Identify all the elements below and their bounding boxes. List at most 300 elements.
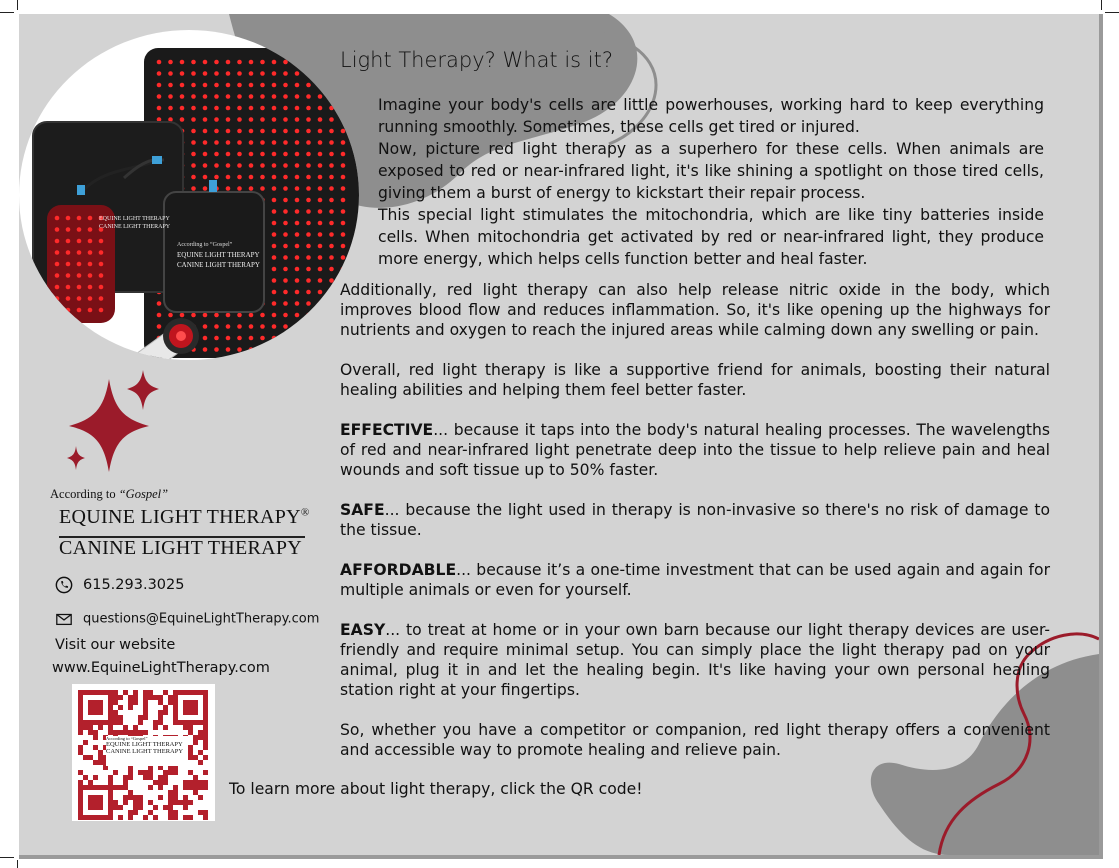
qr-module: [203, 725, 208, 730]
qr-logo-line1: EQUINE LIGHT THERAPY: [106, 741, 183, 748]
led-dot: [318, 94, 323, 99]
led-dot: [88, 250, 93, 255]
phone-number: 615.293.3025: [83, 577, 185, 593]
led-dot: [214, 60, 219, 65]
led-dot: [214, 106, 219, 111]
led-dot: [237, 117, 242, 122]
qr-module: [123, 730, 128, 735]
led-dot: [295, 290, 300, 295]
page-title: Light Therapy? What is it?: [340, 48, 614, 72]
led-dot: [283, 117, 288, 122]
qr-module: [188, 745, 193, 750]
qr-module: [163, 775, 168, 780]
qr-module: [153, 815, 158, 820]
qr-module: [203, 770, 208, 775]
qr-module: [98, 750, 103, 755]
qr-module: [153, 725, 158, 730]
qr-module: [163, 705, 168, 710]
qr-module: [158, 710, 163, 715]
qr-module: [163, 770, 168, 775]
qr-module: [158, 715, 163, 720]
qr-module: [133, 725, 138, 730]
qr-module: [163, 805, 168, 810]
led-dot: [180, 71, 185, 76]
benefit-term: EFFECTIVE: [340, 421, 434, 439]
led-dot: [295, 163, 300, 168]
led-dot: [272, 301, 277, 306]
qr-module: [138, 800, 143, 805]
qr-module: [83, 775, 88, 780]
led-dot: [283, 255, 288, 260]
led-dot: [226, 60, 231, 65]
qr-module: [113, 720, 118, 725]
qr-module: [203, 755, 208, 760]
website-link[interactable]: www.EquineLightTherapy.com: [52, 660, 270, 676]
led-dot: [191, 140, 196, 145]
led-dot: [341, 129, 346, 134]
led-dot: [168, 71, 173, 76]
led-dot: [295, 186, 300, 191]
qr-module: [108, 725, 113, 730]
qr-module: [88, 780, 93, 785]
qr-module: [158, 795, 163, 800]
led-dot: [295, 175, 300, 180]
qr-module: [173, 800, 178, 805]
led-dot: [180, 313, 185, 318]
led-dot: [306, 278, 311, 283]
led-dot: [295, 140, 300, 145]
qr-module: [143, 815, 148, 820]
led-dot: [272, 175, 277, 180]
led-dot: [226, 152, 231, 157]
led-dot: [88, 227, 93, 232]
led-dot: [318, 290, 323, 295]
qr-module: [188, 755, 193, 760]
led-dot: [191, 71, 196, 76]
qr-module: [183, 795, 188, 800]
qr-module: [78, 750, 83, 755]
led-dot: [249, 94, 254, 99]
led-dot: [272, 267, 277, 272]
led-dot: [306, 163, 311, 168]
led-dot: [226, 117, 231, 122]
qr-module: [188, 770, 193, 775]
led-dot: [226, 175, 231, 180]
qr-module: [173, 770, 178, 775]
led-dot: [77, 296, 82, 301]
qr-module: [193, 785, 198, 790]
qr-module: [153, 695, 158, 700]
qr-module: [198, 735, 203, 740]
led-dot: [77, 285, 82, 290]
led-dot: [55, 250, 60, 255]
led-dot: [283, 301, 288, 306]
qr-module: [168, 805, 173, 810]
qr-module: [173, 785, 178, 790]
led-dot: [214, 347, 219, 352]
led-dot: [318, 140, 323, 145]
led-dot: [272, 221, 277, 226]
led-dot: [157, 301, 162, 306]
led-dot: [237, 129, 242, 134]
led-dot: [237, 324, 242, 329]
tagline-name: “Gospel”: [118, 487, 169, 501]
qr-module: [128, 695, 133, 700]
led-dot: [341, 232, 346, 237]
intro-paragraph-3: This special light stimulates the mitochondria, which are like tiny batteries inside cells. When mitochondria get activated by red or near-infrared light, they produce more energy, which helps cells function better and heal faster.: [378, 206, 1044, 268]
led-dot: [88, 262, 93, 267]
led-dot: [77, 239, 82, 244]
led-dot: [272, 324, 277, 329]
led-dot: [203, 163, 208, 168]
qr-module: [118, 815, 123, 820]
led-dot: [226, 163, 231, 168]
email-address: questions@EquineLightTherapy.com: [83, 611, 320, 627]
qr-module: [188, 785, 193, 790]
website-label: Visit our website: [55, 637, 176, 653]
led-dot: [66, 250, 71, 255]
led-dot: [226, 71, 231, 76]
led-dot: [77, 262, 82, 267]
led-dot: [214, 71, 219, 76]
led-dot: [168, 94, 173, 99]
led-dot: [77, 250, 82, 255]
led-dot: [237, 152, 242, 157]
led-dot: [318, 221, 323, 226]
qr-module: [113, 690, 118, 695]
qr-module: [163, 725, 168, 730]
led-dot: [283, 60, 288, 65]
benefit-safe: [340, 500, 1050, 540]
qr-module: [168, 700, 173, 705]
qr-module: [133, 695, 138, 700]
qr-module: [98, 725, 103, 730]
led-dot: [191, 129, 196, 134]
led-dot: [283, 71, 288, 76]
pad-brand-line2: CANINE LIGHT THERAPY: [177, 261, 260, 269]
led-dot: [260, 60, 265, 65]
led-dot: [318, 209, 323, 214]
led-dot: [295, 278, 300, 283]
qr-module: [163, 710, 168, 715]
led-dot: [88, 216, 93, 221]
qr-module: [143, 705, 148, 710]
led-dot: [237, 94, 242, 99]
qr-module: [203, 730, 208, 735]
led-dot: [203, 140, 208, 145]
led-dot: [283, 186, 288, 191]
qr-module: [158, 785, 163, 790]
led-dot: [157, 106, 162, 111]
led-dot: [191, 83, 196, 88]
led-dot: [249, 106, 254, 111]
led-dot: [55, 239, 60, 244]
led-dot: [272, 255, 277, 260]
led-dot: [306, 186, 311, 191]
qr-module: [203, 735, 208, 740]
qr-module: [88, 730, 93, 735]
qr-module: [138, 795, 143, 800]
led-dot: [272, 94, 277, 99]
led-dot: [329, 140, 334, 145]
led-dot: [237, 175, 242, 180]
led-dot: [329, 129, 334, 134]
qr-module: [118, 695, 123, 700]
benefit-term: EASY: [340, 621, 386, 639]
qr-module: [173, 795, 178, 800]
led-dot: [272, 106, 277, 111]
led-dot: [272, 186, 277, 191]
qr-module: [198, 760, 203, 765]
led-dot: [306, 83, 311, 88]
led-dot: [249, 71, 254, 76]
qr-module: [138, 720, 143, 725]
qr-module: [88, 725, 93, 730]
led-dot: [237, 163, 242, 168]
qr-module: [173, 810, 178, 815]
crop-mark: [17, 0, 18, 10]
qr-module: [113, 785, 118, 790]
led-dot: [341, 198, 346, 203]
led-dot: [99, 285, 104, 290]
led-dot: [318, 129, 323, 134]
led-dot: [295, 209, 300, 214]
crop-mark: [0, 857, 14, 858]
product-photo: [19, 30, 359, 360]
led-dot: [306, 152, 311, 157]
qr-module: [133, 700, 138, 705]
led-dot: [168, 313, 173, 318]
led-dot: [203, 347, 208, 352]
led-dot: [341, 175, 346, 180]
qr-module: [108, 780, 113, 785]
led-dot: [295, 117, 300, 122]
led-dot: [191, 94, 196, 99]
phone-icon: [55, 576, 73, 594]
brand-line-equine: [59, 506, 310, 529]
led-dot: [157, 313, 162, 318]
qr-module: [198, 730, 203, 735]
led-dot: [191, 175, 196, 180]
led-dot: [272, 278, 277, 283]
benefit-effective: [340, 420, 1050, 480]
qr-module: [108, 775, 113, 780]
led-dot: [260, 163, 265, 168]
qr-module: [138, 770, 143, 775]
qr-module: [118, 715, 123, 720]
sparkle-icon: [127, 370, 159, 410]
qr-code[interactable]: [72, 684, 215, 821]
led-dot: [66, 227, 71, 232]
benefit-term: AFFORDABLE: [340, 561, 457, 579]
led-dot: [88, 296, 93, 301]
qr-module: [123, 775, 128, 780]
led-dot: [283, 278, 288, 283]
intro-paragraph-2: Now, picture red light therapy as a superhero for these cells. When animals are exposed to red or near-infrared light, it's like shining a spotlight on those tired cells, giving them a burst of energy to kickstart their repair process.: [378, 140, 1044, 202]
led-dot: [260, 71, 265, 76]
led-dot: [260, 106, 265, 111]
led-dot: [341, 140, 346, 145]
qr-module: [128, 795, 133, 800]
led-dot: [191, 106, 196, 111]
led-dot: [191, 152, 196, 157]
qr-module: [133, 805, 138, 810]
led-dot: [341, 221, 346, 226]
qr-module: [88, 755, 93, 760]
pad-brand-small: According to “Gospel”: [177, 242, 233, 248]
qr-module: [83, 755, 88, 760]
qr-module: [168, 810, 173, 815]
led-dot: [226, 140, 231, 145]
led-dot: [99, 239, 104, 244]
led-dot: [214, 324, 219, 329]
led-dot: [237, 336, 242, 341]
led-dot: [283, 267, 288, 272]
led-dot: [283, 244, 288, 249]
led-dot: [260, 152, 265, 157]
led-dot: [203, 175, 208, 180]
qr-module: [98, 755, 103, 760]
sparkle-icon: [67, 446, 85, 470]
led-dot: [329, 244, 334, 249]
led-dot: [214, 117, 219, 122]
closing-paragraph: So, whether you have a competitor or companion, red light therapy offers a convenient and accessible way to promote healing and relieve pain.: [340, 721, 1050, 759]
led-dot: [306, 232, 311, 237]
led-dot: [168, 83, 173, 88]
led-dot: [157, 71, 162, 76]
led-dot: [226, 336, 231, 341]
led-dot: [329, 186, 334, 191]
qr-module: [188, 730, 193, 735]
qr-module: [113, 805, 118, 810]
led-dot: [272, 209, 277, 214]
qr-module: [113, 770, 118, 775]
qr-module: [113, 700, 118, 705]
led-dot: [260, 186, 265, 191]
email-icon: [55, 610, 73, 628]
led-dot: [306, 94, 311, 99]
qr-module: [148, 810, 153, 815]
led-dot: [283, 232, 288, 237]
qr-module: [188, 725, 193, 730]
contact-phone[interactable]: [55, 576, 184, 594]
brand-line1-text: EQUINE LIGHT THERAPY: [59, 506, 301, 528]
page-shadow: [19, 855, 1103, 859]
qr-module: [163, 780, 168, 785]
led-dot: [260, 83, 265, 88]
led-dot: [249, 336, 254, 341]
led-dot: [295, 106, 300, 111]
led-dot: [318, 232, 323, 237]
qr-module: [113, 715, 118, 720]
led-dot: [260, 129, 265, 134]
led-dot: [249, 117, 254, 122]
led-dot: [191, 60, 196, 65]
led-dot: [318, 106, 323, 111]
led-dot: [203, 324, 208, 329]
benefit-text: ... because it taps into the body's natural healing processes. The wavelengths of red and near-infrared light penetrate deep into the tissue to help relieve pain and heal wounds and soft tissue up to 50% faster.: [340, 421, 1050, 479]
qr-module: [93, 775, 98, 780]
qr-module: [188, 780, 193, 785]
led-dot: [318, 163, 323, 168]
led-dot: [283, 221, 288, 226]
led-dot: [226, 186, 231, 191]
led-dot: [203, 129, 208, 134]
qr-module: [143, 715, 148, 720]
qr-module: [168, 800, 173, 805]
led-dot: [318, 186, 323, 191]
qr-module: [128, 810, 133, 815]
qr-module: [143, 700, 148, 705]
qr-module: [118, 730, 123, 735]
qr-center-logo: [106, 736, 188, 766]
led-dot: [157, 94, 162, 99]
led-dot: [88, 308, 93, 313]
qr-module: [128, 790, 133, 795]
led-dot: [306, 117, 311, 122]
led-dot: [237, 186, 242, 191]
led-dot: [88, 273, 93, 278]
led-dot: [66, 239, 71, 244]
led-dot: [226, 94, 231, 99]
led-dot: [180, 106, 185, 111]
led-dot: [295, 267, 300, 272]
led-dot: [329, 255, 334, 260]
qr-module: [123, 690, 128, 695]
qr-module: [128, 775, 133, 780]
qr-module: [83, 725, 88, 730]
led-dot: [295, 83, 300, 88]
led-dot: [191, 117, 196, 122]
led-dot: [249, 313, 254, 318]
qr-module: [193, 790, 198, 795]
page-shadow: [1099, 14, 1103, 858]
qr-module: [203, 810, 208, 815]
pad-brand-line1: EQUINE LIGHT THERAPY: [177, 251, 260, 259]
brand-line-canine: CANINE LIGHT THERAPY: [59, 537, 303, 559]
qr-module: [183, 725, 188, 730]
qr-module: [138, 805, 143, 810]
qr-module: [158, 775, 163, 780]
qr-module: [143, 695, 148, 700]
contact-email[interactable]: [55, 610, 319, 628]
qr-module: [148, 775, 153, 780]
qr-module: [188, 800, 193, 805]
led-dot: [237, 313, 242, 318]
led-dot: [157, 60, 162, 65]
qr-module: [148, 695, 153, 700]
led-dot: [226, 347, 231, 352]
qr-module: [193, 780, 198, 785]
led-dot: [260, 140, 265, 145]
led-dot: [249, 186, 254, 191]
qr-module: [138, 715, 143, 720]
led-dot: [237, 71, 242, 76]
led-dot: [203, 60, 208, 65]
qr-call-to-action: To learn more about light therapy, click the QR code!: [229, 780, 643, 798]
led-dot: [226, 106, 231, 111]
crop-mark: [0, 12, 14, 13]
qr-module: [78, 770, 83, 775]
qr-module: [123, 785, 128, 790]
qr-module: [113, 800, 118, 805]
qr-module: [193, 740, 198, 745]
led-dot: [77, 216, 82, 221]
qr-module: [128, 705, 133, 710]
qr-module: [93, 730, 98, 735]
qr-module: [198, 780, 203, 785]
led-dot: [272, 83, 277, 88]
